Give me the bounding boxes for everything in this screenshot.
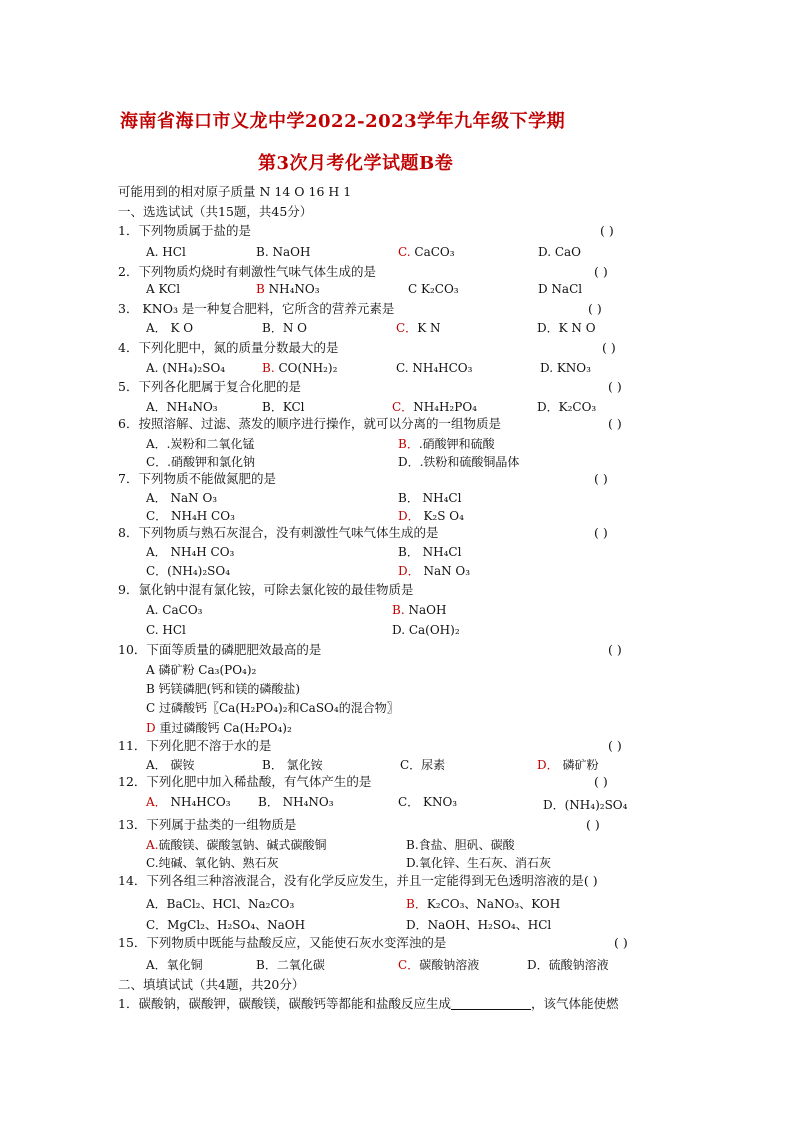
answer-paren: ( ) bbox=[608, 416, 622, 431]
option: B．N O bbox=[262, 321, 307, 335]
option: A 磷矿粉 Ca₃(PO₄)₂ bbox=[146, 663, 257, 677]
option: D．(NH₄)₂SO₄ bbox=[543, 798, 628, 812]
answer-paren: ( ) bbox=[602, 340, 616, 355]
option: C．NH₄H₂PO₄ bbox=[392, 400, 477, 414]
option: A. (NH₄)₂SO₄ bbox=[146, 361, 226, 375]
option: D. Ca(OH)₂ bbox=[392, 623, 460, 637]
option: A． NH₄HCO₃ bbox=[146, 795, 231, 809]
option: C. HCl bbox=[146, 623, 186, 637]
option: C．尿素 bbox=[400, 758, 446, 772]
option: A． NaN O₃ bbox=[146, 491, 218, 505]
option: D．.铁粉和硫酸铜晶体 bbox=[398, 455, 520, 469]
section2-heading: 二、填填试试（共4题，共20分） bbox=[118, 977, 305, 992]
answer-paren: ( ) bbox=[594, 471, 608, 486]
answer-paren: ( ) bbox=[608, 379, 622, 394]
option: D.氧化锌、生石灰、消石灰 bbox=[406, 856, 552, 870]
fill-question-1 bbox=[118, 996, 618, 1012]
answer-paren: ( ) bbox=[600, 223, 614, 238]
option: A．氧化铜 bbox=[146, 958, 203, 972]
option: B. NaOH bbox=[392, 603, 447, 617]
answer-paren: ( ) bbox=[588, 301, 602, 316]
question-stem: 1．下列物质属于盐的是 bbox=[118, 223, 251, 238]
option: B．KCl bbox=[262, 400, 305, 414]
option: B.食盐、胆矾、碳酸 bbox=[406, 838, 515, 852]
question-stem: 9．氯化钠中混有氯化铵，可除去氯化铵的最佳物质是 bbox=[118, 582, 414, 597]
question-stem: 11．下列化肥不溶于水的是 bbox=[118, 738, 272, 753]
option: A. HCl bbox=[146, 245, 186, 259]
option: B． NH₄NO₃ bbox=[258, 795, 334, 809]
option: C． NH₄H CO₃ bbox=[146, 509, 235, 523]
option: D．硫酸钠溶液 bbox=[527, 958, 609, 972]
option: B 钙镁磷肥(钙和镁的磷酸盐) bbox=[146, 682, 300, 696]
option: C K₂CO₃ bbox=[408, 282, 459, 296]
question-stem: 15．下列物质中既能与盐酸反应，又能使石灰水变浑浊的是 bbox=[118, 935, 447, 950]
question-stem: 5．下列各化肥属于复合化肥的是 bbox=[118, 379, 301, 394]
answer-paren: ( ) bbox=[586, 817, 600, 832]
option: C．K N bbox=[396, 321, 441, 335]
question-stem: 3． KNO₃ 是一种复合肥料，它所含的营养元素是 bbox=[118, 301, 395, 316]
option: A．BaCl₂、HCl、Na₂CO₃ bbox=[146, 897, 295, 911]
option: D．K N O bbox=[537, 321, 596, 335]
option: B．K₂CO₃、NaNO₃、KOH bbox=[406, 897, 561, 911]
option: B． 氯化铵 bbox=[262, 758, 323, 772]
question-stem: 7．下列物质不能做氮肥的是 bbox=[118, 471, 276, 486]
option: A KCl bbox=[146, 282, 181, 296]
option: A. CaCO₃ bbox=[146, 603, 203, 617]
option: D． 磷矿粉 bbox=[537, 758, 599, 772]
option: A． 碳铵 bbox=[146, 758, 195, 772]
option: B． NH₄Cl bbox=[398, 491, 462, 505]
option: B. NaOH bbox=[256, 245, 311, 259]
question-stem: 8．下列物质与熟石灰混合，没有刺激性气味气体生成的是 bbox=[118, 525, 439, 540]
option: D．NaOH、H₂SO₄、HCl bbox=[406, 918, 552, 932]
option: C．(NH₄)₂SO₄ bbox=[146, 564, 231, 578]
option: C.纯碱、氧化钠、熟石灰 bbox=[146, 856, 279, 870]
option: D NaCl bbox=[538, 282, 583, 296]
question-stem: 10．下面等质量的磷肥肥效最高的是 bbox=[118, 642, 322, 657]
question-stem: 12．下列化肥中加入稀盐酸，有气体产生的是 bbox=[118, 774, 372, 789]
answer-paren: ( ) bbox=[608, 642, 622, 657]
answer-paren: ( ) bbox=[608, 738, 622, 753]
question-stem: 13．下列属于盐类的一组物质是 bbox=[118, 817, 297, 832]
option: D．K₂CO₃ bbox=[537, 400, 597, 414]
option: A．NH₄NO₃ bbox=[146, 400, 218, 414]
fill-blank[interactable] bbox=[451, 997, 531, 1010]
option: D． NaN O₃ bbox=[398, 564, 471, 578]
option: A． K O bbox=[146, 321, 194, 335]
option: A． NH₄H CO₃ bbox=[146, 545, 235, 559]
answer-paren: ( ) bbox=[594, 774, 608, 789]
question-stem: 2．下列物质灼烧时有刺激性气味气体生成的是 bbox=[118, 264, 376, 279]
fill-text-before: 1．碳酸钠，碳酸钾，碳酸镁，碳酸钙等都能和盐酸反应生成 bbox=[118, 996, 451, 1011]
fill-text-after: ，该气体能使燃 bbox=[530, 996, 619, 1011]
option: B NH₄NO₃ bbox=[256, 282, 320, 296]
option: B. CO(NH₂)₂ bbox=[262, 361, 338, 375]
option: C．MgCl₂、H₂SO₄、NaOH bbox=[146, 918, 306, 932]
option: D. CaO bbox=[538, 245, 581, 259]
option: C. NH₄HCO₃ bbox=[396, 361, 473, 375]
question-stem: 14．下列各组三种溶液混合，没有化学反应发生，并且一定能得到无色透明溶液的是( ) bbox=[118, 873, 598, 888]
option: C. CaCO₃ bbox=[398, 245, 455, 259]
page-subtitle: 第3次月考化学试题B卷 bbox=[258, 153, 454, 174]
option: A．.炭粉和二氧化锰 bbox=[146, 437, 255, 451]
page-title: 海南省海口市义龙中学2022-2023学年九年级下学期 bbox=[120, 111, 566, 132]
option: A.硫酸镁、碳酸氢钠、碱式碳酸铜 bbox=[146, 838, 327, 852]
option: B． NH₄Cl bbox=[398, 545, 462, 559]
question-stem: 4．下列化肥中，氮的质量分数最大的是 bbox=[118, 340, 339, 355]
option: D. KNO₃ bbox=[540, 361, 591, 375]
option: C．.硝酸钾和氯化钠 bbox=[146, 455, 255, 469]
option: B．.硝酸钾和硫酸 bbox=[398, 437, 495, 451]
option: D 重过磷酸钙 Ca(H₂PO₄)₂ bbox=[146, 721, 292, 735]
option: C 过磷酸钙〖Ca(H₂PO₄)₂和CaSO₄的混合物〗 bbox=[146, 701, 399, 715]
atomic-mass-note: 可能用到的相对原子质量 N 14 O 16 H 1 bbox=[118, 184, 352, 199]
section1-heading: 一、选选试试（共15题，共45分） bbox=[118, 204, 313, 219]
option: D． K₂S O₄ bbox=[398, 509, 464, 523]
answer-paren: ( ) bbox=[594, 525, 608, 540]
option: C．碳酸钠溶液 bbox=[398, 958, 480, 972]
option: B．二氧化碳 bbox=[256, 958, 325, 972]
answer-paren: ( ) bbox=[614, 935, 628, 950]
option: C． KNO₃ bbox=[398, 795, 458, 809]
answer-paren: ( ) bbox=[594, 264, 608, 279]
question-stem: 6．按照溶解、过滤、蒸发的顺序进行操作，就可以分离的一组物质是 bbox=[118, 416, 501, 431]
